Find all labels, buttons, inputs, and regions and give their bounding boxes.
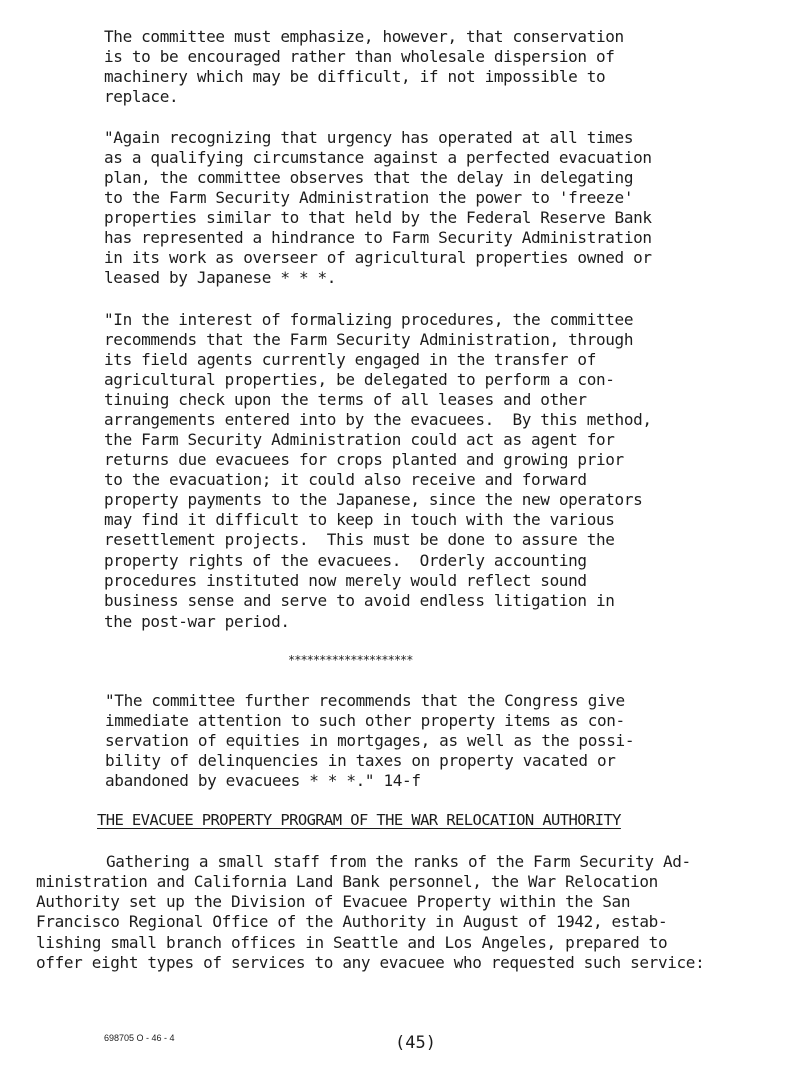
text-line: The committee must emphasize, however, that conservation bbox=[104, 27, 624, 46]
text-line: lishing small branch offices in Seattle and Los Angeles, prepared to bbox=[36, 933, 668, 952]
text-line: agricultural properties, be delegated to perform a con- bbox=[104, 370, 615, 389]
text-line: property payments to the Japanese, since the new operators bbox=[104, 490, 643, 509]
text-line: "The committee further recommends that the Congress give bbox=[105, 691, 625, 710]
text-line: may find it difficult to keep in touch with the various bbox=[104, 510, 615, 529]
text-line: in its work as overseer of agricultural properties owned or bbox=[104, 248, 652, 267]
text-line: plan, the committee observes that the delay in delegating bbox=[104, 168, 634, 187]
section-heading: THE EVACUEE PROPERTY PROGRAM OF THE WAR RELOCATION AUTHORITY bbox=[97, 811, 621, 829]
text-line: property rights of the evacuees. Orderly accounting bbox=[104, 551, 587, 570]
text-line: leased by Japanese * * *. bbox=[104, 268, 337, 287]
text-line: Francisco Regional Office of the Authority in August of 1942, estab- bbox=[36, 912, 668, 931]
text-line: machinery which may be difficult, if not impossible to bbox=[104, 67, 606, 86]
text-line: abandoned by evacuees * * *." 14-f bbox=[105, 771, 421, 790]
text-line: "In the interest of formalizing procedures, the committee bbox=[104, 310, 634, 329]
text-line: Authority set up the Division of Evacuee Property within the San bbox=[36, 892, 631, 911]
page-number: (45) bbox=[395, 1033, 436, 1053]
text-line: ministration and California Land Bank personnel, the War Relocation bbox=[36, 872, 658, 891]
text-line: replace. bbox=[104, 87, 179, 106]
text-line: "Again recognizing that urgency has operated at all times bbox=[104, 128, 634, 147]
text-line: procedures instituted now merely would reflect sound bbox=[104, 571, 587, 590]
text-line: the post-war period. bbox=[104, 612, 290, 631]
text-line: offer eight types of services to any evacuee who requested such service: bbox=[36, 953, 705, 972]
text-line: the Farm Security Administration could act as agent for bbox=[104, 430, 615, 449]
text-line: arrangements entered into by the evacuees. By this method, bbox=[104, 410, 652, 429]
text-line: Gathering a small staff from the ranks of the Farm Security Ad- bbox=[106, 852, 691, 871]
text-line: servation of equities in mortgages, as well as the possi- bbox=[105, 731, 635, 750]
text-line: immediate attention to such other property items as con- bbox=[105, 711, 625, 730]
text-line: to the evacuation; it could also receive and forward bbox=[104, 470, 587, 489]
text-line: is to be encouraged rather than wholesale dispersion of bbox=[104, 47, 615, 66]
text-line: as a qualifying circumstance against a perfected evacuation bbox=[104, 148, 652, 167]
asterisk-separator: ******************** bbox=[288, 653, 413, 667]
text-line: recommends that the Farm Security Administration, through bbox=[104, 330, 634, 349]
text-line: its field agents currently engaged in the transfer of bbox=[104, 350, 596, 369]
text-line: bility of delinquencies in taxes on property vacated or bbox=[105, 751, 616, 770]
print-code: 698705 O - 46 - 4 bbox=[104, 1033, 175, 1043]
text-line: tinuing check upon the terms of all leases and other bbox=[104, 390, 587, 409]
text-line: has represented a hindrance to Farm Security Administration bbox=[104, 228, 652, 247]
text-line: to the Farm Security Administration the power to 'freeze' bbox=[104, 188, 634, 207]
text-line: returns due evacuees for crops planted and growing prior bbox=[104, 450, 624, 469]
text-line: resettlement projects. This must be done to assure the bbox=[104, 530, 615, 549]
text-line: properties similar to that held by the Federal Reserve Bank bbox=[104, 208, 652, 227]
text-line: business sense and serve to avoid endless litigation in bbox=[104, 591, 615, 610]
